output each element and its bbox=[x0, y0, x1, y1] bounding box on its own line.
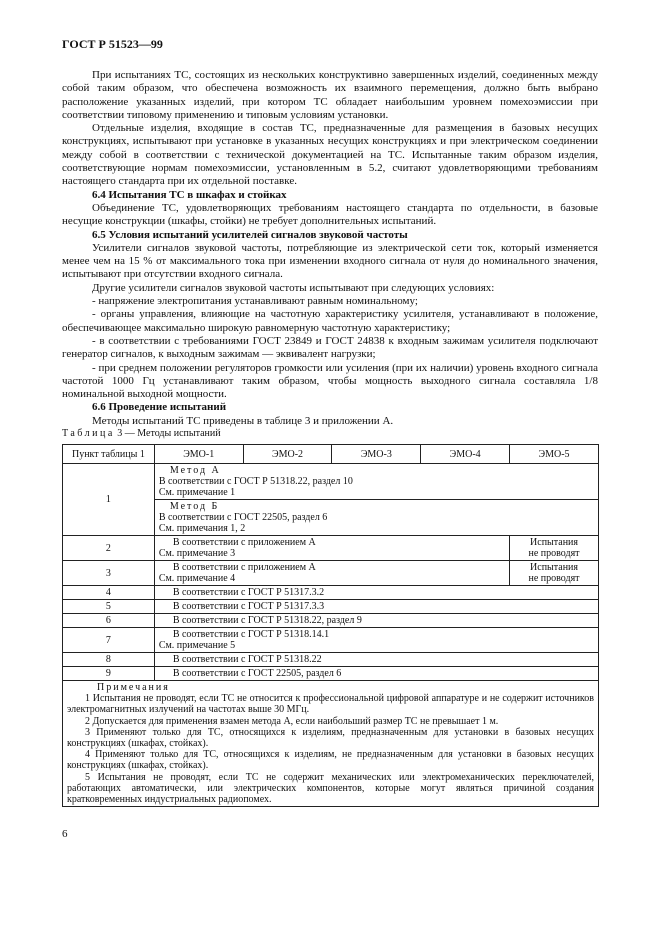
table-row bbox=[63, 561, 599, 586]
methods-table bbox=[62, 444, 599, 807]
table-caption-prefix: Таблица bbox=[62, 428, 115, 439]
cell-line: См. примечание 4 bbox=[158, 573, 236, 584]
cell-line: В соответствии с ГОСТ Р 51318.22, раздел 10 bbox=[158, 476, 353, 487]
header-cell: ЭМО-4 bbox=[421, 445, 510, 464]
table-header-row bbox=[63, 445, 599, 464]
note: 3 Применяют только для ТС, относящихся к изделиям, предназначенным для установки в базовых несущих конструкциях (шкафах, стойках). bbox=[67, 726, 594, 750]
row-number: 5 bbox=[63, 600, 155, 614]
paragraph: При испытаниях ТС, состоящих из нескольких конструктивно завершенных изделий, соединенных между собой таким образом, что обеспечена возможность их взаимного перемещения, должно быть выбрано расположение указанных изделий, при котором ТС обладает наибольшим уровнем помехоэмиссии при соответствии типовому применению и типовым условиям установки. bbox=[62, 69, 598, 121]
note: 4 Применяют только для ТС, относящихся к изделиям, не предназначенным для установки в базовых несущих конструкциях (шкафах, стойках). bbox=[67, 749, 594, 772]
cell-line: В соответствии с ГОСТ 22505, раздел 6 bbox=[172, 668, 342, 679]
page-header: ГОСТ Р 51523—99 bbox=[62, 37, 163, 51]
table-row bbox=[63, 653, 599, 667]
table-row bbox=[63, 600, 599, 614]
cell-line: См. примечание 5 bbox=[158, 640, 236, 651]
paragraph: Методы испытаний ТС приведены в таблице 3 и приложении А. bbox=[92, 414, 394, 427]
not-tested-cell bbox=[510, 536, 599, 561]
row-number: 7 bbox=[63, 628, 155, 653]
row-number: 1 bbox=[63, 464, 155, 536]
cell-line: Испытания bbox=[530, 562, 579, 573]
table-caption-text: 3 — Методы испытаний bbox=[117, 428, 221, 439]
note: 2 Допускается для применения взамен метода А, если наибольший размер ТС не превышает 1 м. bbox=[85, 715, 499, 727]
method-cell bbox=[154, 653, 598, 667]
cell-line: В соответствии с ГОСТ Р 51317.3.2 bbox=[172, 587, 325, 598]
method-cell bbox=[154, 667, 598, 681]
paragraph: Усилители сигналов звуковой частоты, потребляющие из электрической сети ток, который изменяется менее чем на 15 % от максимального тока при изменении входного сигнала от нуля до номинального значения, испытывают при отсутствии входного сигнала. bbox=[62, 241, 598, 281]
header-cell: ЭМО-3 bbox=[332, 445, 421, 464]
cell-line: Испытания bbox=[530, 537, 579, 548]
table-row bbox=[63, 464, 599, 500]
table-notes bbox=[63, 681, 599, 807]
list-item: - органы управления, влияющие на частотную характеристику усилителя, устанавливают в положение, обеспечивающее максимально широкую равномерную частотную характеристику; bbox=[62, 308, 598, 334]
header-cell: ЭМО-1 bbox=[154, 445, 243, 464]
notes-row bbox=[63, 681, 599, 807]
table-caption bbox=[62, 428, 221, 439]
row-number: 6 bbox=[63, 614, 155, 628]
section-heading-6-6: 6.6 Проведение испытаний bbox=[92, 401, 227, 414]
paragraph: Другие усилители сигналов звуковой частоты испытывают при следующих условиях: bbox=[92, 281, 495, 294]
header-cell: ЭМО-2 bbox=[243, 445, 332, 464]
method-cell bbox=[154, 614, 598, 628]
notes-title: Примечания bbox=[97, 682, 170, 693]
method-cell bbox=[154, 561, 509, 586]
cell-line: См. примечание 1 bbox=[158, 487, 236, 498]
paragraph: Отдельные изделия, входящие в состав ТС, предназначенные для размещения в базовых несущих конструкциях, испытывают при установке в указанных несущих конструкциях и при электрическом соединении между собой в соответствии с технической документацией на ТС. Испытанные таким образом изделия, соответствующие нормам помехоэмиссии, установленным в 5.2, считают удовлетворяющими требованиям настоящего стандарта при их отдельной поставке. bbox=[62, 122, 598, 188]
table-row bbox=[63, 536, 599, 561]
cell-line: См. примечания 1, 2 bbox=[158, 523, 246, 534]
table-row bbox=[63, 614, 599, 628]
row-number: 3 bbox=[63, 561, 155, 586]
row-number: 8 bbox=[63, 653, 155, 667]
method-a-cell bbox=[154, 464, 598, 500]
note: 1 Испытания не проводят, если ТС не относится к профессиональной цифровой аппаратуре и не содержит источников электромагнитных излучений на частотах выше 30 МГц. bbox=[67, 693, 594, 716]
method-cell bbox=[154, 586, 598, 600]
row-number: 2 bbox=[63, 536, 155, 561]
list-item: - при среднем положении регуляторов громкости или усиления (при их наличии) уровень входного сигнала частотой 1000 Гц устанавливают таким образом, чтобы мощность выходного сигнала составляла 1/8 номинальной выходной мощности. bbox=[62, 361, 598, 401]
cell-line: В соответствии с ГОСТ Р 51318.22 bbox=[172, 654, 322, 665]
method-cell bbox=[154, 628, 598, 653]
header-cell: Пункт таблицы 1 bbox=[63, 445, 155, 464]
row-number: 9 bbox=[63, 667, 155, 681]
body-text bbox=[62, 69, 598, 428]
header-cell: ЭМО-5 bbox=[510, 445, 599, 464]
not-tested-cell bbox=[510, 561, 599, 586]
cell-line: В соответствии с ГОСТ 22505, раздел 6 bbox=[158, 512, 328, 523]
paragraph: Объединение ТС, удовлетворяющих требованиям настоящего стандарта по отдельности, в базовые несущие конструкции (шкафы, стойки) не требует дополнительных испытаний. bbox=[62, 201, 598, 228]
table-row bbox=[63, 667, 599, 681]
table-row bbox=[63, 628, 599, 653]
cell-line: не проводят bbox=[528, 573, 580, 584]
cell-line: В соответствии с ГОСТ Р 51317.3.3 bbox=[172, 601, 325, 612]
method-a-heading: Метод А bbox=[169, 465, 221, 476]
method-cell bbox=[154, 600, 598, 614]
section-heading-6-4: 6.4 Испытания ТС в шкафах и стойках bbox=[92, 188, 287, 201]
list-item: - в соответствии с требованиями ГОСТ 23849 и ГОСТ 24838 к входным зажимам усилителя подключают генератор сигналов, к выходным зажимам — эквивалент нагрузки; bbox=[62, 334, 598, 361]
section-heading-6-5: 6.5 Условия испытаний усилителей сигналов звуковой частоты bbox=[92, 228, 408, 241]
method-cell bbox=[154, 536, 509, 561]
page-number: 6 bbox=[62, 828, 68, 840]
note: 5 Испытания не проводят, если ТС не содержит механических или электромеханических переключателей, работающих автоматически, или электрических компонентов, которые могут являться причиной создания кратковременных индустриальных радиопомех. bbox=[67, 771, 594, 806]
row-number: 4 bbox=[63, 586, 155, 600]
list-item: - напряжение электропитания устанавливают равным номинальному; bbox=[92, 295, 418, 308]
cell-line: не проводят bbox=[528, 548, 580, 559]
cell-line: В соответствии с ГОСТ Р 51318.14.1 bbox=[172, 629, 330, 640]
table-row bbox=[63, 586, 599, 600]
method-b-cell bbox=[154, 500, 598, 536]
cell-line: В соответствии с ГОСТ Р 51318.22, раздел 9 bbox=[172, 615, 362, 626]
method-b-heading: Метод Б bbox=[169, 501, 220, 512]
cell-line: См. примечание 3 bbox=[158, 548, 236, 559]
cell-line: В соответствии с приложением А bbox=[172, 562, 316, 573]
cell-line: В соответствии с приложением А bbox=[172, 537, 316, 548]
